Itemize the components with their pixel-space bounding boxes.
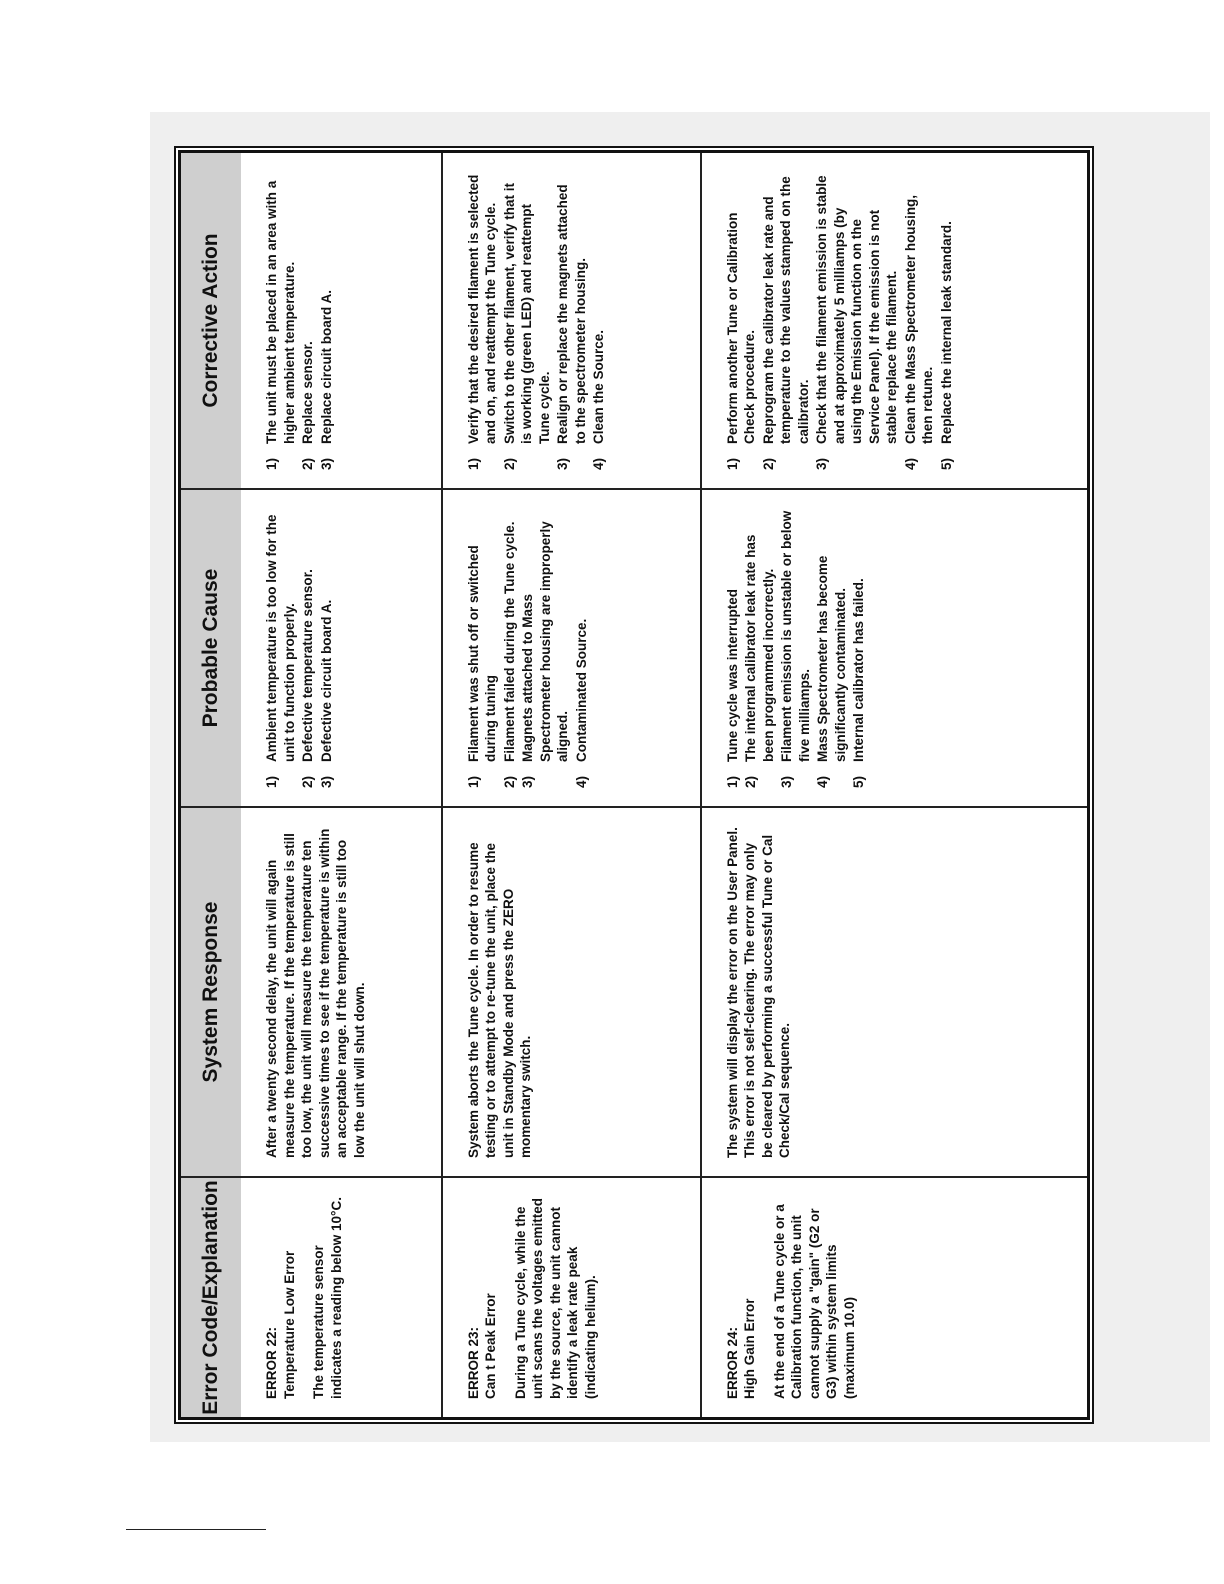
item-text: Internal calibrator has failed. <box>851 578 867 762</box>
item-text: Perform another Tune or Calibration Check procedure. <box>724 212 758 444</box>
item-text: Filament emission is unstable or below five milliamps. <box>779 510 812 762</box>
cause-cell <box>701 489 1087 807</box>
list-item <box>318 171 336 470</box>
item-text: The unit must be placed in an area with a higher ambient temperature. <box>264 180 297 444</box>
error-cell <box>241 1177 442 1417</box>
item-number: 3) <box>318 775 334 788</box>
action-cell <box>241 153 442 489</box>
item-number: 2) <box>501 457 517 470</box>
list-item <box>465 171 500 470</box>
list-item <box>724 508 742 788</box>
list-item <box>813 171 901 470</box>
item-number: 3) <box>779 775 795 788</box>
list-item <box>902 171 937 470</box>
item-text: Contaminated Source. <box>573 618 589 762</box>
list-item <box>938 171 956 470</box>
action-cell <box>701 153 1087 489</box>
item-number: 2) <box>300 457 315 470</box>
item-text: Replace the internal leak standard. <box>938 221 954 444</box>
list-item <box>519 508 572 788</box>
list-item <box>554 171 589 470</box>
item-text: Clean the Source. <box>591 329 607 444</box>
troubleshooting-table <box>181 153 1087 1417</box>
item-number: 1) <box>465 775 481 788</box>
error-code: ERROR 24: <box>724 1326 740 1399</box>
item-text: The internal calibrator leak rate has been programmed incorrectly. <box>743 534 776 762</box>
cause-list <box>724 508 868 788</box>
footnote-separator-line <box>126 1529 266 1530</box>
item-text: Tune cycle was interrupted <box>724 588 740 762</box>
list-item <box>318 508 336 788</box>
item-text: Realign or replace the magnets attached to the spectrometer housing. <box>555 184 588 444</box>
error-explanation: During a Tune cycle, while the unit scans the voltages emitted by the source, the unit cannot identify a leak rate peak (indicating helium). <box>512 1197 598 1399</box>
item-text: Defective circuit board A. <box>318 599 334 762</box>
item-number: 1) <box>264 457 279 470</box>
item-text: Reprogram the calibrator leak rate and temperature to the values stamped on the calibrator. <box>760 176 811 444</box>
error-cell <box>701 1177 1087 1417</box>
header-probable-cause: Probable Cause <box>181 489 241 807</box>
list-item <box>760 171 813 470</box>
item-number: 4) <box>591 457 607 470</box>
item-number: 2) <box>760 457 776 470</box>
header-row <box>181 153 241 1417</box>
list-item <box>742 508 777 788</box>
item-number: 3) <box>814 457 830 470</box>
error-title: Temperature Low Error <box>281 1250 297 1399</box>
item-number: 4) <box>815 775 831 788</box>
table-row <box>701 153 1087 1417</box>
item-text: Ambient temperature is too low for the unit to function properly. <box>264 514 297 762</box>
cause-cell <box>442 489 701 807</box>
list-item <box>263 508 298 788</box>
header-corrective-action: Corrective Action <box>181 153 241 489</box>
error-title: Can t Peak Error <box>483 1293 499 1399</box>
item-text: Verify that the desired filament is selected and on, and reattempt the Tune cycle. <box>465 174 499 444</box>
list-item <box>263 171 298 470</box>
item-number: 3) <box>555 457 571 470</box>
item-text: Replace sensor. <box>300 341 315 444</box>
item-number: 1) <box>465 457 481 470</box>
action-cell <box>442 153 701 489</box>
item-text: Switch to the other filament, verify that it is working (green LED) and reattempt Tune cycle. <box>501 182 552 444</box>
cause-list <box>465 508 591 788</box>
item-text: Mass Spectrometer has become significantly contaminated. <box>815 555 848 762</box>
item-number: 5) <box>938 457 954 470</box>
error-explanation: At the end of a Tune cycle or a Calibration function, the unit cannot supply a "gain" (G2 or G3) within system limits (maximum 10.0) <box>771 1204 857 1399</box>
item-text: Filament failed during the Tune cycle. <box>501 521 517 762</box>
table-row <box>442 153 701 1417</box>
list-item <box>299 508 317 788</box>
item-text: Clean the Mass Spectrometer housing, then retune. <box>902 194 936 444</box>
list-item <box>465 508 500 788</box>
error-cell <box>442 1177 701 1417</box>
list-item <box>501 171 554 470</box>
header-error-code: Error Code/Explanation <box>181 1177 241 1417</box>
list-item <box>724 171 759 470</box>
item-text: Defective temperature sensor. <box>300 569 315 762</box>
cause-cell <box>241 489 442 807</box>
error-title: High Gain Error <box>742 1298 758 1399</box>
action-list <box>724 171 956 470</box>
list-item <box>590 171 608 470</box>
list-item <box>850 508 868 788</box>
response-cell: The system will display the error on the User Panel. This error is not self-clearing. The error may only be cleared by performing a successful Tune or Cal Check/Cal sequence. <box>701 807 1087 1177</box>
table-row <box>241 153 442 1417</box>
list-item <box>814 508 849 788</box>
rotated-table-container <box>181 153 1087 1417</box>
item-number: 3) <box>520 775 536 788</box>
item-number: 4) <box>573 775 589 788</box>
item-number: 2) <box>501 775 517 788</box>
item-number: 3) <box>318 457 334 470</box>
item-text: Magnets attached to Mass Spectrometer housing are improperly aligned. <box>520 521 571 762</box>
item-number: 5) <box>851 775 867 788</box>
list-item <box>501 508 519 788</box>
error-code: ERROR 23: <box>465 1326 481 1399</box>
error-code: ERROR 22: <box>264 1326 279 1399</box>
troubleshooting-table-frame <box>178 150 1090 1420</box>
item-text: Replace circuit board A. <box>318 289 334 444</box>
header-system-response: System Response <box>181 807 241 1177</box>
list-item <box>778 508 813 788</box>
list-item <box>299 171 317 470</box>
action-list <box>465 171 608 470</box>
response-cell: System aborts the Tune cycle. In order to resume testing or to attempt to re-tune the unit, place the unit in Standby Mode and press the ZERO momentary switch. <box>442 807 701 1177</box>
item-text: Check that the filament emission is stable and at approximately 5 milliamps (by using the Emission function on the Service Panel). If the emission is not stable replace the filament. <box>814 175 900 444</box>
item-text: Filament was shut off or switched during tuning <box>465 545 499 762</box>
action-list <box>263 171 335 470</box>
item-number: 4) <box>902 457 918 470</box>
list-item <box>573 508 591 788</box>
response-cell: After a twenty second delay, the unit will again measure the temperature. If the temperature is still too low, the unit will measure the temperature ten successive times to see if the temperature is within an acceptable range. If the temperature is still too low the unit will shut down. <box>241 807 442 1177</box>
error-explanation: The temperature sensor indicates a reading below 10°C. <box>311 1197 344 1399</box>
item-number: 1) <box>724 775 740 788</box>
item-number: 1) <box>724 457 740 470</box>
item-number: 2) <box>300 775 315 788</box>
item-number: 2) <box>743 775 759 788</box>
item-number: 1) <box>264 775 279 788</box>
cause-list <box>263 508 335 788</box>
